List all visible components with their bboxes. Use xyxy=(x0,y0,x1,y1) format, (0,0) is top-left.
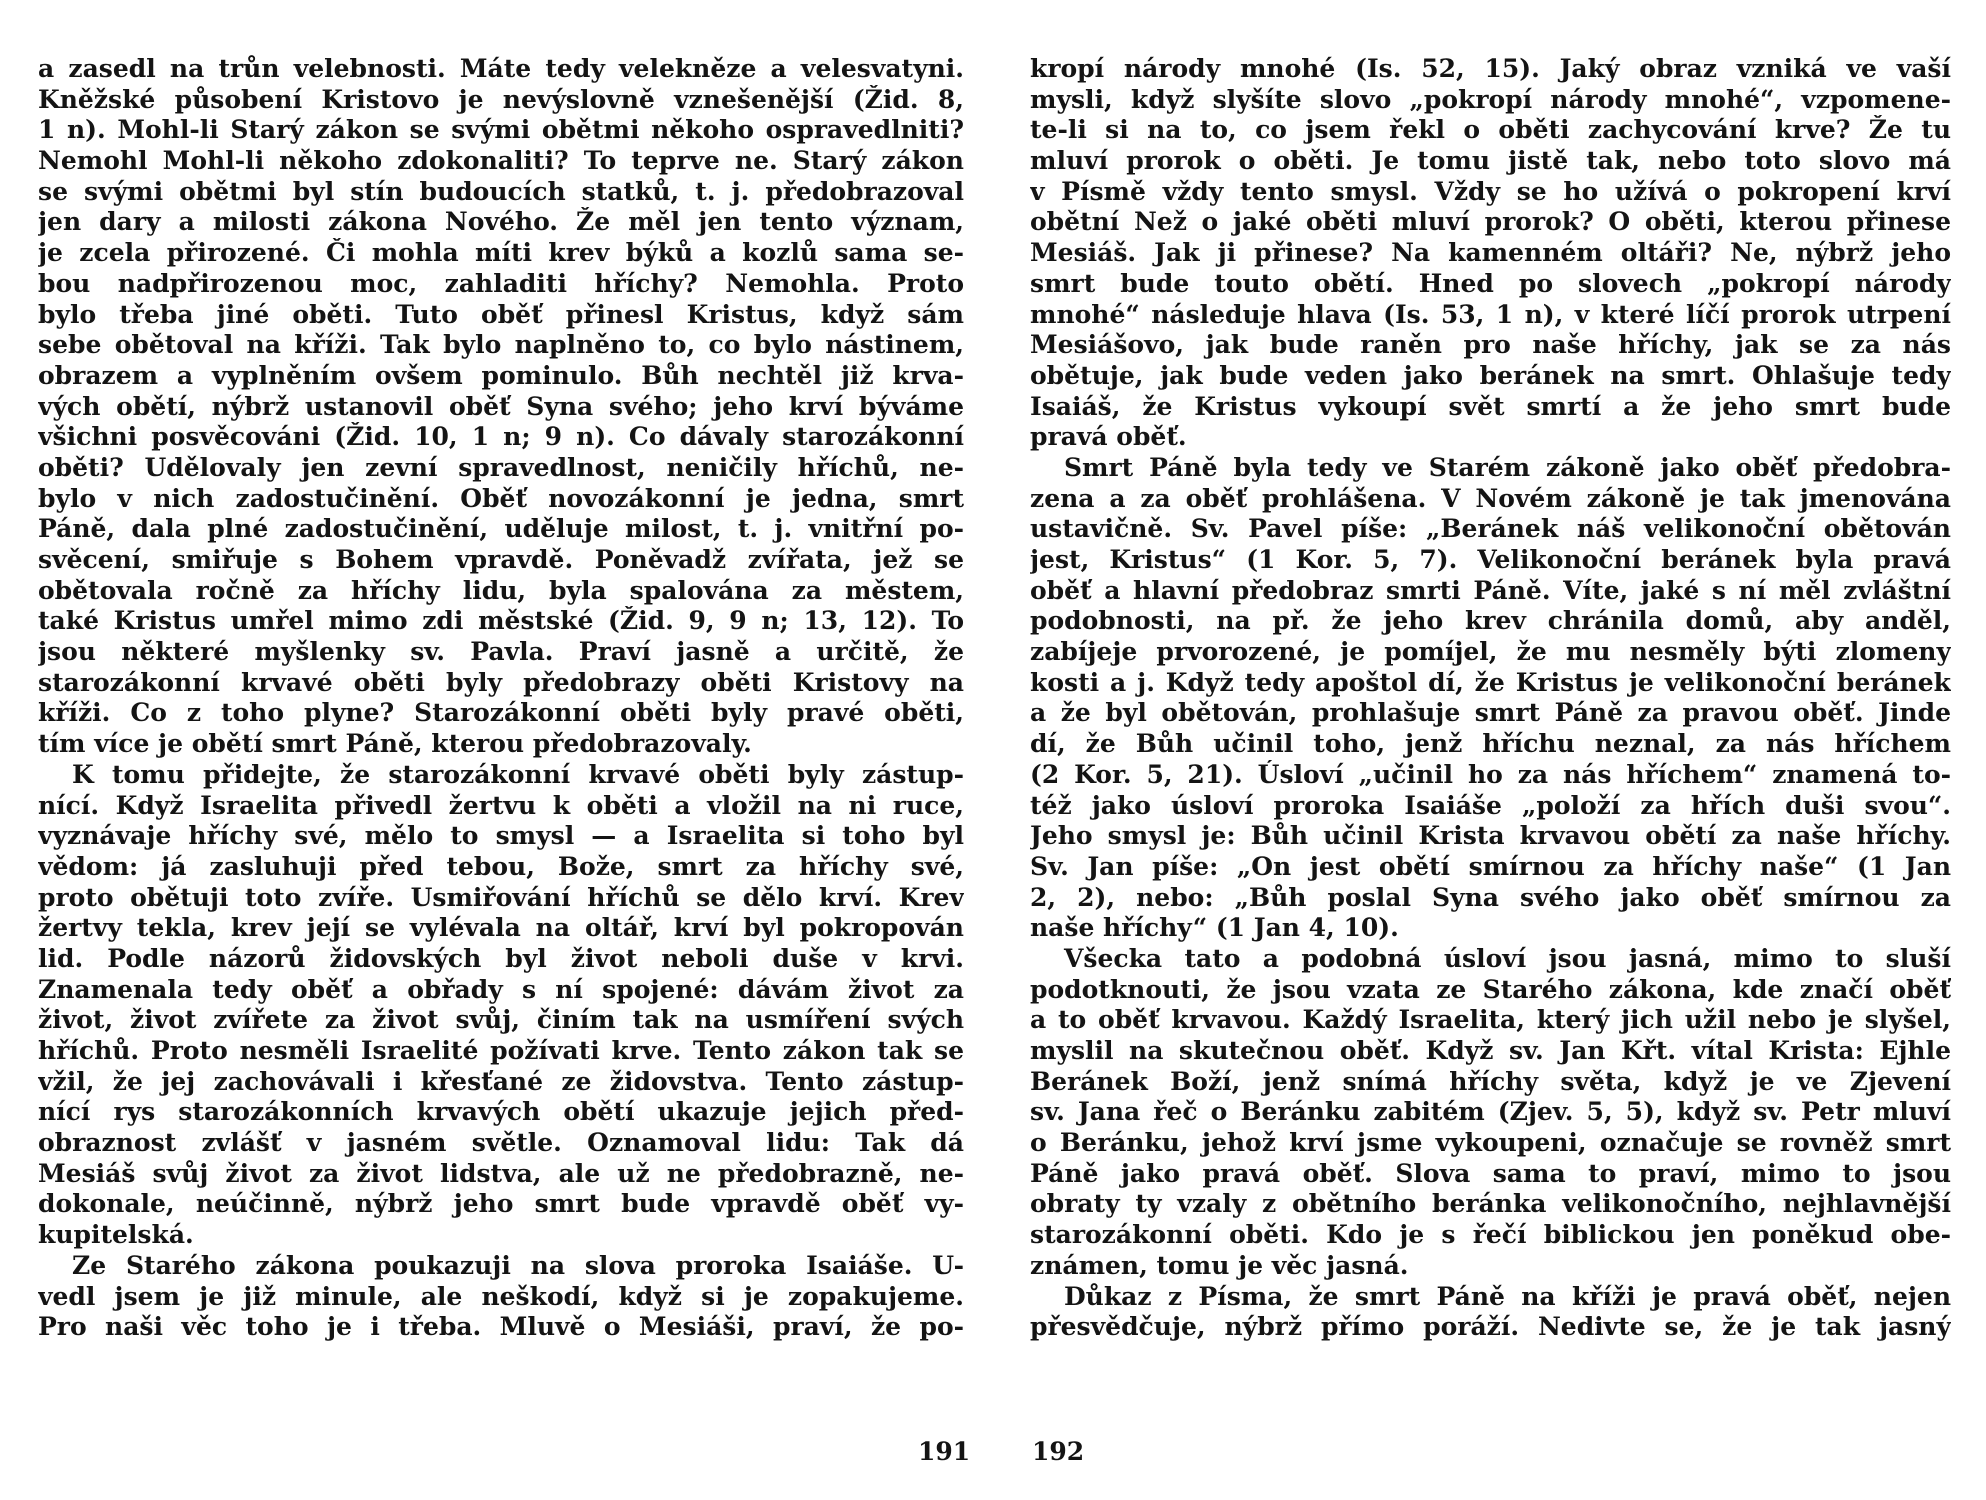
text-line: smrt bude touto obětí. Hned po slovech „pokropí národy xyxy=(1030,268,1951,298)
text-line: sv. Jana řeč o Beránku zabitém (Zjev. 5, 5), když sv. Petr mluví xyxy=(1030,1097,1951,1127)
text-line: vých obětí, nýbrž ustanovil oběť Syna svého; jeho krví býváme xyxy=(38,391,964,421)
text-line: Jeho smysl je: Bůh učinil Krista krvavou obětí za naše hříchy. xyxy=(1030,821,1951,851)
text-line: je zcela přirozené. Či mohla míti krev býků a kozlů sama se- xyxy=(38,238,964,268)
text-line: známen, tomu je věc jasná. xyxy=(1030,1250,1409,1280)
text-line: Ze Starého zákona poukazuji na slova proroka Isaiáše. U- xyxy=(72,1250,964,1280)
text-line: též jako úsloví proroka Isaiáše „položí za hřích duši svou“. xyxy=(1030,790,1951,820)
text-line: žertvy tekla, krev její se vylévala na oltář, krví byl pokropován xyxy=(38,913,964,943)
text-line: kosti a j. Když tedy apoštol dí, že Kristus je velikonoční beránek xyxy=(1030,667,1951,697)
text-line: Beránek Boží, jenž snímá hříchy světa, když je ve Zjevení xyxy=(1030,1066,1951,1096)
text-line: te-li si na to, co jsem řekl o oběti zachycování krve? Že tu xyxy=(1030,115,1951,145)
text-line: Smrt Páně byla tedy ve Starém zákoně jako oběť předobra- xyxy=(1064,452,1951,482)
text-line: Páně jako pravá oběť. Slova sama to praví, mimo to jsou xyxy=(1030,1158,1951,1188)
text-line: mnohé“ následuje hlava (Is. 53, 1 n), v které líčí prorok utrpení xyxy=(1030,299,1951,329)
text-line: zabíjeje prvorozené, je pomíjel, že mu nesměly býti zlomeny xyxy=(1030,637,1951,667)
text-line: obraznost zvlášť v jasném světle. Oznamoval lidu: Tak dá xyxy=(38,1128,964,1158)
text-line: se svými obětmi byl stín budoucích statků, t. j. předobrazoval xyxy=(38,176,964,206)
text-line: mluví prorok o oběti. Je tomu jistě tak, nebo toto slovo má xyxy=(1030,146,1951,176)
text-line: 2, 2), nebo: „Bůh poslal Syna svého jako oběť smírnou za xyxy=(1030,882,1951,912)
text-line: Isaiáš, že Kristus vykoupí svět smrtí a že jeho smrt bude xyxy=(1030,391,1951,421)
text-line: obětovala ročně za hříchy lidu, byla spalována za městem, xyxy=(38,575,964,605)
text-line: zena a za oběť prohlášena. V Novém zákoně je tak jmenována xyxy=(1030,483,1951,513)
text-line: všichni posvěcováni (Žid. 10, 1 n; 9 n). Co dávaly starozákonní xyxy=(38,422,964,452)
text-line: a zasedl na trůn velebnosti. Máte tedy velekněze a velesvatyni. xyxy=(38,54,964,83)
text-line: bylo třeba jiné oběti. Tuto oběť přinesl Kristus, když sám xyxy=(38,299,964,329)
text-line: vžil, že jej zachovávali i křesťané ze židovstva. Tento zástup- xyxy=(38,1066,964,1096)
text-line: obrazem a vyplněním ovšem pominulo. Bůh nechtěl již krva- xyxy=(38,360,964,390)
text-line: jest, Kristus“ (1 Kor. 5, 7). Velikonoční beránek byla pravá xyxy=(1030,545,1951,574)
text-line: starozákonní oběti. Kdo je s řečí biblickou jen poněkud obe- xyxy=(1030,1220,1951,1250)
text-line: lid. Podle názorů židovských byl život neboli duše v krvi. xyxy=(38,943,964,973)
text-line: také Kristus umřel mimo zdi městské (Žid. 9, 9 n; 13, 12). To xyxy=(38,606,964,636)
text-line: Pro naši věc toho je i třeba. Mluvě o Mesiáši, praví, že po- xyxy=(38,1312,964,1342)
text-line: kříži. Co z toho plyne? Starozákonní oběti byly pravé oběti, xyxy=(38,698,964,728)
text-line: kropí národy mnohé (Is. 52, 15). Jaký obraz vzniká ve vaší xyxy=(1030,54,1951,83)
text-line: vyznávaje hříchy své, mělo to smysl — a Israelita si toho byl xyxy=(38,821,964,851)
text-line: Kněžské působení Kristovo je nevýslovně vznešenější (Žid. 8, xyxy=(38,84,964,114)
text-line: a to oběť krvavou. Každý Israelita, který jich užil nebo je slyšel, xyxy=(1030,1005,1951,1035)
text-line: a že byl obětován, prohlašuje smrt Páně za pravou oběť. Jinde xyxy=(1030,698,1951,728)
text-line: tím více je obětí smrt Páně, kterou předobrazovaly. xyxy=(38,729,752,759)
text-line: vědom: já zasluhuji před tebou, Bože, smrt za hříchy své, xyxy=(38,851,964,881)
text-line: obraty ty vzaly z obětního beránka velikonočního, nejhlavnější xyxy=(1030,1189,1951,1219)
text-line: oběť a hlavní předobraz smrti Páně. Víte, jaké s ní měl zvláštní xyxy=(1030,575,1951,605)
text-line: starozákonní krvavé oběti byly předobrazy oběti Kristovy na xyxy=(38,667,964,697)
text-line: Nemohl Mohl-li někoho zdokonaliti? To teprve ne. Starý zákon xyxy=(38,146,964,176)
text-line: o Beránku, jehož krví jsme vykoupeni, označuje se rovněž smrt xyxy=(1030,1128,1951,1158)
text-line: Důkaz z Písma, že smrt Páně na kříži je pravá oběť, nejen xyxy=(1064,1281,1951,1311)
text-line: Mesiášovo, jak bude raněn pro naše hříchy, jak se za nás xyxy=(1030,330,1951,360)
text-line: dí, že Bůh učinil toho, jenž hříchu neznal, za nás hříchem xyxy=(1030,729,1951,759)
text-line: ustavičně. Sv. Pavel píše: „Beránek náš velikonoční obětován xyxy=(1030,514,1951,544)
text-line: dokonale, neúčinně, nýbrž jeho smrt bude vpravdě oběť vy- xyxy=(38,1189,964,1219)
text-line: bylo v nich zadostučinění. Oběť novozákonní je jedna, smrt xyxy=(38,483,964,513)
text-line: myslil na skutečnou oběť. Když sv. Jan Křt. vítal Krista: Ejhle xyxy=(1030,1036,1951,1065)
text-line: naše hříchy“ (1 Jan 4, 10). xyxy=(1030,913,1399,943)
text-line: Sv. Jan píše: „On jest obětí smírnou za hříchy naše“ (1 Jan xyxy=(1030,851,1951,881)
text-line: Páně, dala plné zadostučinění, uděluje milost, t. j. vnitřní po- xyxy=(38,514,964,544)
left-page-number: 191 xyxy=(918,1437,971,1466)
text-line: K tomu přidejte, že starozákonní krvavé oběti byly zástup- xyxy=(72,759,964,789)
text-line: hříchů. Proto nesměli Israelité požívati krve. Tento zákon tak se xyxy=(38,1036,964,1065)
text-line: přesvědčuje, nýbrž přímo poráží. Nedivte se, že je tak jasný xyxy=(1030,1312,1951,1342)
text-line: vedl jsem je již minule, ale neškodí, když si je zopakujeme. xyxy=(38,1281,964,1311)
text-line: Mesiáš svůj život za život lidstva, ale už ne předobrazně, ne- xyxy=(38,1158,964,1188)
text-line: kupitelská. xyxy=(38,1220,194,1250)
text-line: podobnosti, na př. že jeho krev chránila domů, aby anděl, xyxy=(1030,606,1951,636)
text-line: obětní Než o jaké oběti mluví prorok? O oběti, kterou přinese xyxy=(1030,207,1951,237)
text-line: jen dary a milosti zákona Nového. Že měl jen tento význam, xyxy=(38,207,964,237)
text-line: Mesiáš. Jak ji přinese? Na kamenném oltáři? Ne, nýbrž jeho xyxy=(1030,238,1951,268)
text-line: nící rys starozákonních krvavých obětí ukazuje jejich před- xyxy=(38,1097,964,1127)
left-page-text xyxy=(38,54,964,1343)
text-line: oběti? Udělovaly jen zevní spravedlnost, neničily hříchů, ne- xyxy=(38,452,964,482)
text-line: 1 n). Mohl-li Starý zákon se svými obětmi někoho ospravedlniti? xyxy=(38,115,964,145)
text-line: mysli, když slyšíte slovo „pokropí národy mnohé“, vzpomene- xyxy=(1030,84,1951,114)
right-page-number: 192 xyxy=(1032,1437,1085,1466)
text-line: obětuje, jak bude veden jako beránek na smrt. Ohlašuje tedy xyxy=(1030,360,1951,390)
text-line: život, život zvířete za život svůj, činím tak na usmíření svých xyxy=(38,1005,964,1035)
text-line: nící. Když Israelita přivedl žertvu k oběti a vložil na ni ruce, xyxy=(38,790,964,820)
text-line: svěcení, smiřuje s Bohem vpravdě. Poněvadž zvířata, jež se xyxy=(38,545,964,574)
text-line: pravá oběť. xyxy=(1030,422,1187,452)
text-line: bou nadpřirozenou moc, zahladiti hříchy? Nemohla. Proto xyxy=(38,268,964,298)
text-line: podotknouti, že jsou vzata ze Starého zákona, kde značí oběť xyxy=(1030,974,1951,1004)
text-line: Všecka tato a podobná úsloví jsou jasná, mimo to sluší xyxy=(1064,943,1951,973)
text-line: Znamenala tedy oběť a obřady s ní spojené: dávám život za xyxy=(38,974,964,1004)
text-line: sebe obětoval na kříži. Tak bylo naplněno to, co bylo nástinem, xyxy=(38,330,964,360)
text-line: jsou některé myšlenky sv. Pavla. Praví jasně a určitě, že xyxy=(38,637,964,667)
text-line: (2 Kor. 5, 21). Úsloví „učinil ho za nás hříchem“ znamená to- xyxy=(1030,759,1951,789)
text-line: v Písmě vždy tento smysl. Vždy se ho užívá o pokropení krví xyxy=(1030,176,1951,206)
right-page-text xyxy=(1030,54,1951,1343)
text-line: proto obětuji toto zvíře. Usmiřování hříchů se dělo krví. Krev xyxy=(38,882,964,912)
